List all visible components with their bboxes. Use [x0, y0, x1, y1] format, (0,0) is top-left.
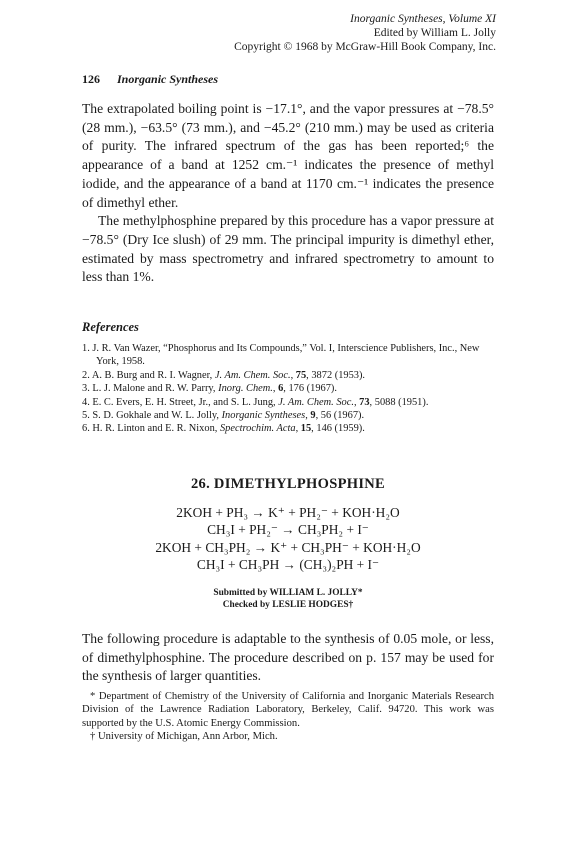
copyright-line: Copyright © 1968 by McGraw-Hill Book Company, Inc.	[234, 41, 496, 53]
reference-item: 4. E. C. Evers, E. H. Street, Jr., and S. L. Jung, J. Am. Chem. Soc., 73, 5088 (1951).	[82, 396, 429, 408]
reference-item: 1. J. R. Van Wazer, “Phosphorus and Its Compounds,” Vol. I, Interscience Publishers, Inc., New York, 1958.	[82, 343, 480, 368]
references-heading: References	[82, 320, 139, 334]
equation-line: CH₃I + PH₂⁻ → CH₃PH₂ + I⁻	[207, 522, 369, 538]
section-title: 26. DIMETHYLPHOSPHINE	[190, 476, 385, 492]
footnote-michigan: † University of Michigan, Ann Arbor, Mich.	[90, 731, 278, 743]
running-head	[82, 72, 218, 87]
page-number: 126	[82, 72, 100, 86]
reference-item: 6. H. R. Linton and E. R. Nixon, Spectrochim. Acta, 15, 146 (1959).	[82, 423, 365, 435]
paragraph-boiling-point: The extrapolated boiling point is −17.1°, and the vapor pressures at −78.5° (28 mm.), −63.5° (73 mm.), and −45.2° (210 mm.) may be used as criteria of purity. The infrared spectrum of the gas has been reported;⁶ the appearance of a band at 1252 cm.⁻¹ indicates the presence of methyl iodide, and the appearance of a band at 1170 cm.⁻¹ indicates the presence of dimethyl ether.	[82, 101, 494, 210]
author-credits	[82, 587, 494, 612]
checked-by: Checked by LESLIE HODGES†	[222, 600, 354, 611]
equation-line: 2KOH + CH₃PH₂ → K⁺ + CH₃PH⁻ + KOH·H₂O	[155, 539, 421, 555]
body-text-top	[82, 100, 494, 287]
reference-item: 5. S. D. Gokhale and W. L. Jolly, Inorganic Syntheses, 9, 56 (1967).	[82, 410, 365, 422]
references-list	[82, 342, 494, 436]
body-text-bottom	[82, 630, 494, 686]
paragraph-methylphosphine: The methylphosphine prepared by this procedure has a vapor pressure at −78.5° (Dry Ice slush) of 29 mm. The principal impurity is dimethyl ether, estimated by mass spectrometry and infrared spectrometry to amount to less than 1%.	[82, 213, 494, 285]
footnote-affiliation: * Department of Chemistry of the University of California and Inorganic Materials Research Division of the Lawrence Radiation Laboratory, Berkeley, Calif. 94720. This work was supported by the U.S. Atomic Energy Commission.	[82, 691, 494, 729]
equation-line: 2KOH + PH₃ → K⁺ + PH₂⁻ + KOH·H₂O	[176, 505, 400, 520]
reaction-equations	[82, 504, 494, 573]
paragraph-procedure-intro: The following procedure is adaptable to the synthesis of 0.05 mole, or less, of dimethylphosphine. The procedure described on p. 157 may be used for the synthesis of larger quantities.	[82, 631, 494, 684]
book-volume: Inorganic Syntheses, Volume XI	[350, 13, 496, 25]
reference-item: 3. L. J. Malone and R. W. Parry, Inorg. Chem., 6, 176 (1967).	[82, 383, 337, 395]
copyright-notice	[76, 12, 496, 54]
editor-line: Edited by William L. Jolly	[373, 27, 496, 39]
submitted-by: Submitted by WILLIAM L. JOLLY*	[213, 588, 363, 598]
equation-line: CH₃I + CH₃PH → (CH₃)₂PH + I⁻	[196, 556, 380, 572]
reference-item: 2. A. B. Burg and R. I. Wagner, J. Am. Chem. Soc., 75, 3872 (1953).	[82, 369, 366, 381]
footnotes	[82, 690, 494, 744]
running-head-title: Inorganic Syntheses	[117, 72, 219, 86]
